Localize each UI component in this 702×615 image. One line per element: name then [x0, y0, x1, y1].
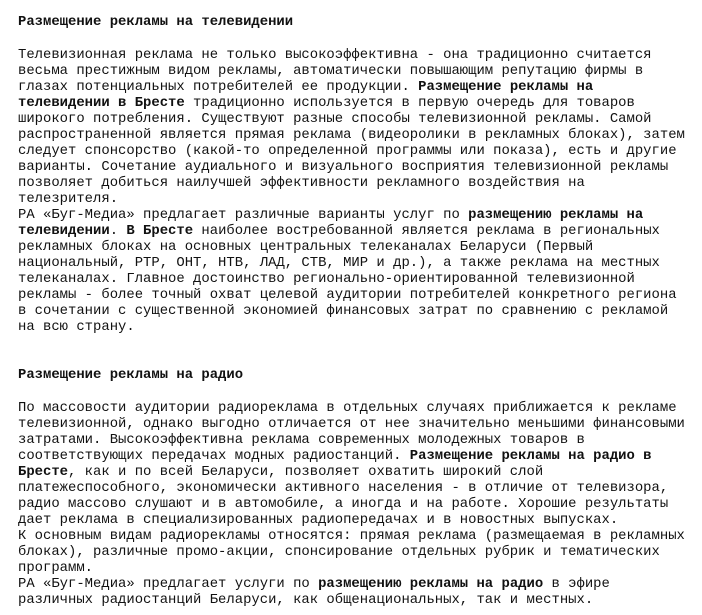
- section-tv-advertising: [18, 14, 702, 335]
- text-line: [18, 127, 702, 143]
- text-run: следует спонсорство (какой-то определенной программы или показа), есть и другие: [18, 143, 677, 159]
- text-run: соответствующих передачах модных радиостанций.: [18, 448, 410, 464]
- text-line: [18, 496, 702, 512]
- text-run: РА «Буг-Медиа» предлагает различные варианты услуг по: [18, 207, 469, 223]
- text-run: К основным видам радиорекламы относятся: прямая реклама (размещаемая в рекламных: [18, 528, 685, 544]
- text-line: [18, 528, 702, 544]
- text-run: варианты. Сочетание аудиального и визуального восприятия телевизионной рекламы: [18, 159, 669, 175]
- text-line: [18, 512, 702, 528]
- text-line: [18, 79, 702, 95]
- text-run: платежеспособного, экономически активного населения - в отличие от телевизора,: [18, 480, 669, 496]
- bold-keyword: В Бресте: [126, 223, 194, 239]
- bold-keyword: Размещение рекламы на: [418, 79, 594, 95]
- text-run: программ.: [18, 560, 94, 576]
- text-line: [18, 111, 702, 127]
- section-heading: Размещение рекламы на радио: [18, 367, 244, 383]
- text-run: национальный, РТР, ОНТ, НТВ, ЛАД, СТВ, МИР и др.), а также реклама на местных: [18, 255, 660, 271]
- bold-keyword: телевидении: [18, 223, 110, 239]
- text-line: [18, 159, 702, 175]
- text-run: на всю страну.: [18, 319, 135, 335]
- text-line: [18, 319, 702, 335]
- section-body: [18, 47, 702, 335]
- text-line: [18, 592, 702, 608]
- text-run: Телевизионная реклама не только высокоэффективна - она традиционно считается: [18, 47, 652, 63]
- text-run: телеканалах. Главное достоинство регионально-ориентированной телевизионной: [18, 271, 635, 287]
- text-line: [18, 239, 702, 255]
- text-run: .: [109, 223, 127, 239]
- text-line: [18, 143, 702, 159]
- text-line: [18, 223, 702, 239]
- text-line: [18, 287, 702, 303]
- bold-keyword: размещению рекламы на: [468, 207, 644, 223]
- text-run: , как и по всей Беларуси, позволяет охватить широкий слой: [68, 464, 544, 480]
- bold-keyword: Бресте: [18, 464, 69, 480]
- text-run: телезрителя.: [18, 191, 119, 207]
- text-run: позволяет добиться наилучшей эффективности рекламного воздействия на: [18, 175, 585, 191]
- text-run: традиционно используется в первую очередь для товаров: [184, 95, 635, 111]
- text-line: [18, 47, 702, 63]
- text-run: распространенной является прямая реклама (видеоролики в рекламных блоках), затем: [18, 127, 685, 143]
- text-run: радио массово слушают и в автомобиле, а иногда и на работе. Хорошие результаты: [18, 496, 669, 512]
- text-run: наиболее востребованной является реклама в региональных: [193, 223, 660, 239]
- text-line: [18, 207, 702, 223]
- text-run: РА «Буг-Медиа» предлагает услуги по: [18, 576, 319, 592]
- text-run: затратами. Высокоэффективна реклама современных молодежных товаров в: [18, 432, 585, 448]
- text-line: [18, 271, 702, 287]
- bold-keyword: размещению рекламы на радио: [318, 576, 544, 592]
- text-line: [18, 400, 702, 416]
- text-line: [18, 464, 702, 480]
- text-run: рекламы - более точный охват целевой аудитории потребителей конкретного региона: [18, 287, 677, 303]
- text-line: [18, 255, 702, 271]
- text-run: глазах потенциальных потребителей ее продукции.: [18, 79, 419, 95]
- section-radio-advertising: [18, 367, 702, 608]
- text-run: дает реклама в специализированных радиопередачах и в новостных выпусках.: [18, 512, 619, 528]
- text-line: [18, 95, 702, 111]
- text-line: [18, 560, 702, 576]
- text-line: [18, 303, 702, 319]
- text-run: По массовости аудитории радиореклама в отдельных случаях приближается к рекламе: [18, 400, 677, 416]
- text-line: [18, 448, 702, 464]
- bold-keyword: телевидении в Бресте: [18, 95, 185, 111]
- text-run: весьма престижным видом рекламы, автоматически повышающим репутацию фирмы в: [18, 63, 644, 79]
- text-run: в эфире: [543, 576, 610, 592]
- text-line: [18, 480, 702, 496]
- text-line: [18, 191, 702, 207]
- section-heading: Размещение рекламы на телевидении: [18, 14, 294, 30]
- text-run: различных радиостанций Беларуси, как общенациональных, так и местных.: [18, 592, 594, 608]
- text-line: [18, 576, 702, 592]
- text-run: рекламных блоках на основных центральных телеканалах Беларуси (Первый: [18, 239, 594, 255]
- bold-keyword: Размещение рекламы на радио в: [409, 448, 652, 464]
- text-run: блоках), различные промо-акции, спонсирование отдельных рубрик и тематических: [18, 544, 660, 560]
- text-line: [18, 175, 702, 191]
- text-line: [18, 432, 702, 448]
- text-run: в сочетании с существенной экономией финансовых затрат по сравнению с рекламой: [18, 303, 669, 319]
- text-line: [18, 63, 702, 79]
- text-run: широкого потребления. Существуют разные способы телевизионной рекламы. Самой: [18, 111, 652, 127]
- section-body: [18, 400, 702, 608]
- text-line: [18, 544, 702, 560]
- text-line: [18, 416, 702, 432]
- text-run: телевизионной, однако выгодно отличается от нее значительно меньшими финансовыми: [18, 416, 685, 432]
